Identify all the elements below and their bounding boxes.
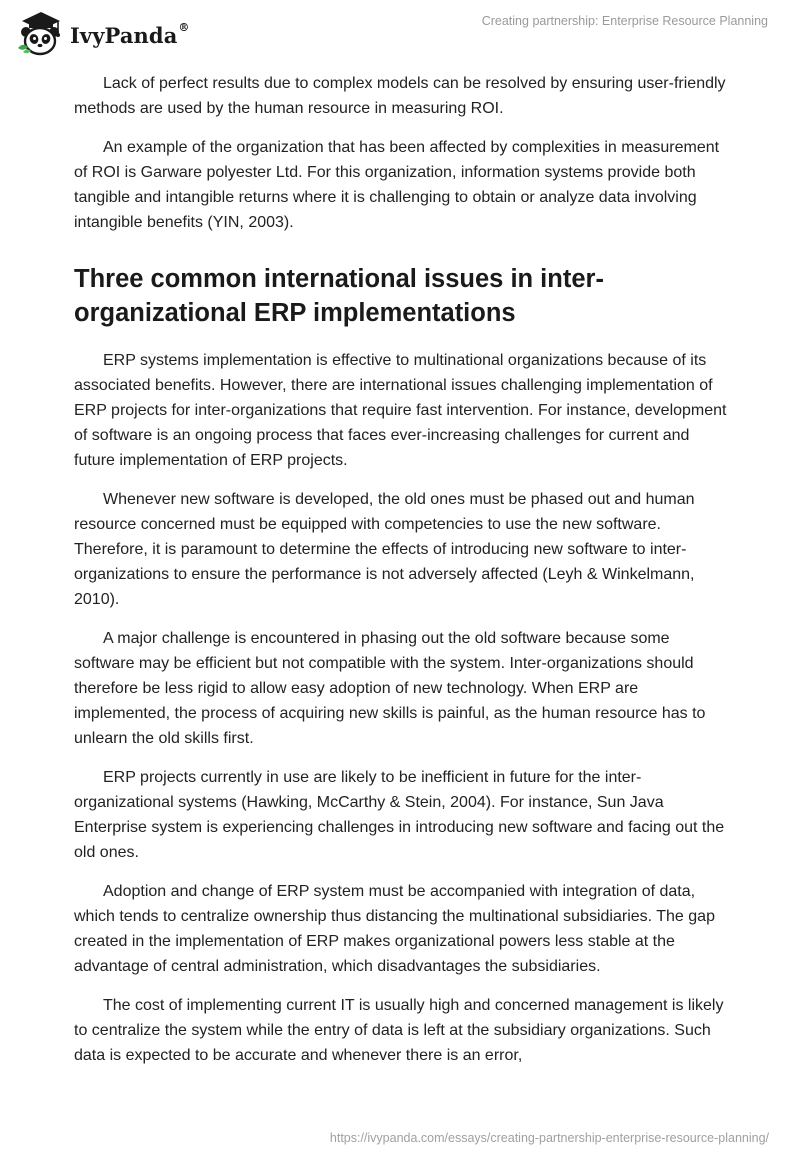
paragraph: Adoption and change of ERP system must be accompanied with integration of data, which tends to centralize ownership thus distancing the multinational subsidiaries. The gap created in the implementation of ERP makes organizational powers less stable at the advantage of central administration, which disadvantages the subsidiaries. xyxy=(74,883,715,975)
paragraph: An example of the organization that has been affected by complexities in measurement of ROI is Garware polyester Ltd. For this organization, information systems provide both tangible and intangible returns where it is challenging to obtain or analyze data involving intangible benefits (YIN, 2003). xyxy=(74,139,720,231)
paragraph: ERP projects currently in use are likely to be inefficient in future for the inter-organizational systems (Hawking, McCarthy & Stein, 2004). For instance, Sun Java Enterprise system is experiencing challenges in introducing new software and facing out the old ones. xyxy=(74,769,725,861)
paragraph: ERP systems implementation is effective to multinational organizations because of its associated benefits. However, there are international issues challenging implementation of ERP projects for inter-organizations that require fast intervention. For instance, development of software is an ongoing process that faces ever-increasing challenges for current and future implementation of ERP projects. xyxy=(74,352,727,469)
paragraph: Lack of perfect results due to complex models can be resolved by ensuring user-friendly methods are used by the human resource in measuring ROI. xyxy=(74,75,726,117)
section-heading: Three common international issues in inter-organizational ERP implementations xyxy=(74,265,604,327)
document-title: Creating partnership: Enterprise Resource Planning xyxy=(481,14,768,28)
paragraph: A major challenge is encountered in phasing out the old software because some software may be efficient but not compatible with the system. Inter-organizations should therefore be less rigid to allow easy adoption of new technology. When ERP are implemented, the process of acquiring new skills is painful, as the human resource has to unlearn the old skills first. xyxy=(74,630,706,747)
panda-graduate-icon xyxy=(14,8,68,58)
page-header xyxy=(0,0,800,62)
essay-content xyxy=(74,71,729,1082)
source-url[interactable]: https://ivypanda.com/essays/creating-partnership-enterprise-resource-planning/ xyxy=(329,1131,769,1145)
registered-mark: ® xyxy=(178,20,190,34)
paragraph: The cost of implementing current IT is usually high and concerned management is likely to centralize the system while the entry of data is left at the subsidiary organizations. Such data is expected to be accurate and whenever there is an error, xyxy=(74,997,724,1064)
brand-name: IvyPanda® xyxy=(70,20,190,48)
paragraph: Whenever new software is developed, the old ones must be phased out and human resource concerned must be equipped with competencies to use the new software. Therefore, it is paramount to determine the effects of introducing new software to inter-organizations to ensure the performance is not adversely affected (Leyh & Winkelmann, 2010). xyxy=(74,491,695,608)
ivypanda-logo[interactable] xyxy=(14,8,190,58)
